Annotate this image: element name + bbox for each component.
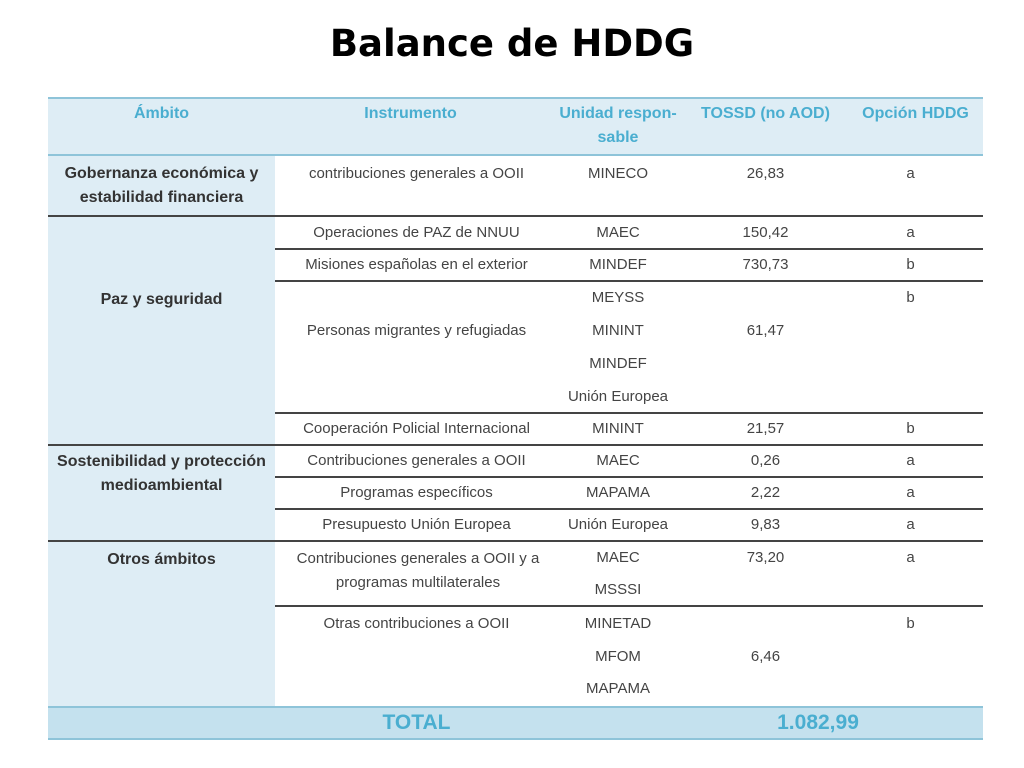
cell-instrumento: Misiones españolas en el exterior [305,256,528,273]
section-label: Otros ámbitos [107,551,216,568]
cell-tossd: 21,57 [746,420,785,437]
cell-instrumento: Contribuciones generales a OOII y a programas multilaterales [296,550,540,591]
cell-unidad: Unión Europea [567,516,669,533]
cell-unidad: MININT [592,322,644,339]
cell-unidad: MINETAD [584,615,652,632]
cell-unidad: MAPAMA [586,484,650,501]
cell-instrumento: Personas migrantes y refugiadas [306,322,527,339]
section-label: Gobernanza económica y estabilidad financiera [64,165,259,206]
cell-opcion: b [906,420,915,437]
section-sostenibilidad [48,445,275,541]
section-label: Paz y seguridad [100,291,223,308]
cell-tossd: 2,22 [750,484,781,501]
cell-unidad: MAEC [596,452,640,469]
header-opcion: Opción HDDG [862,105,969,122]
header-unidad: Unidad respon-sable [559,105,677,146]
section-paz [48,217,275,444]
cell-instrumento: Operaciones de PAZ de NNUU [313,224,520,241]
total-label: TOTAL [382,711,451,734]
cell-instrumento: Presupuesto Unión Europea [322,516,511,533]
cell-unidad: MFOM [595,648,641,665]
cell-tossd: 9,83 [750,516,781,533]
page-title: Balance de HDDG [329,22,695,65]
header-tossd: TOSSD (no AOD) [701,105,830,122]
cell-tossd: 730,73 [742,256,789,273]
cell-unidad: MAPAMA [586,680,650,697]
cell-opcion: a [906,516,915,533]
cell-instrumento: Programas específicos [340,484,493,501]
cell-opcion: b [906,256,915,273]
total-value: 1.082,99 [777,711,859,734]
cell-instrumento: contribuciones generales a OOII [308,165,525,182]
cell-tossd: 150,42 [742,224,789,241]
total-row [48,706,983,740]
section-otros [48,542,275,706]
cell-unidad: MINDEF [589,355,647,372]
cell-tossd: 0,26 [750,452,781,469]
header-ambito: Ámbito [133,105,190,122]
cell-tossd: 6,46 [750,648,781,665]
cell-tossd: 73,20 [746,549,785,566]
table-header [48,97,983,156]
cell-unidad: MAEC [596,549,640,566]
cell-opcion: a [906,452,915,469]
cell-unidad: Unión Europea [567,388,669,405]
cell-unidad: MINDEF [589,256,647,273]
cell-opcion: b [906,289,915,306]
cell-unidad: MININT [592,420,644,437]
cell-opcion: b [906,615,915,632]
cell-opcion: a [906,224,915,241]
cell-unidad: MAEC [596,224,640,241]
cell-unidad: MINECO [588,165,648,182]
cell-opcion: a [906,165,915,182]
cell-tossd: 61,47 [746,322,785,339]
cell-opcion: a [906,484,915,501]
section-gobernanza [48,156,275,216]
cell-tossd: 26,83 [746,165,785,182]
cell-instrumento: Contribuciones generales a OOII [307,452,526,469]
cell-unidad: MEYSS [591,289,645,306]
cell-instrumento: Otras contribuciones a OOII [323,615,510,632]
cell-unidad: MSSSI [594,581,642,598]
header-instrumento: Instrumento [364,105,457,122]
cell-opcion: a [906,549,915,566]
cell-instrumento: Cooperación Policial Internacional [303,420,530,437]
section-label: Sostenibilidad y protección medioambiental [57,453,266,494]
